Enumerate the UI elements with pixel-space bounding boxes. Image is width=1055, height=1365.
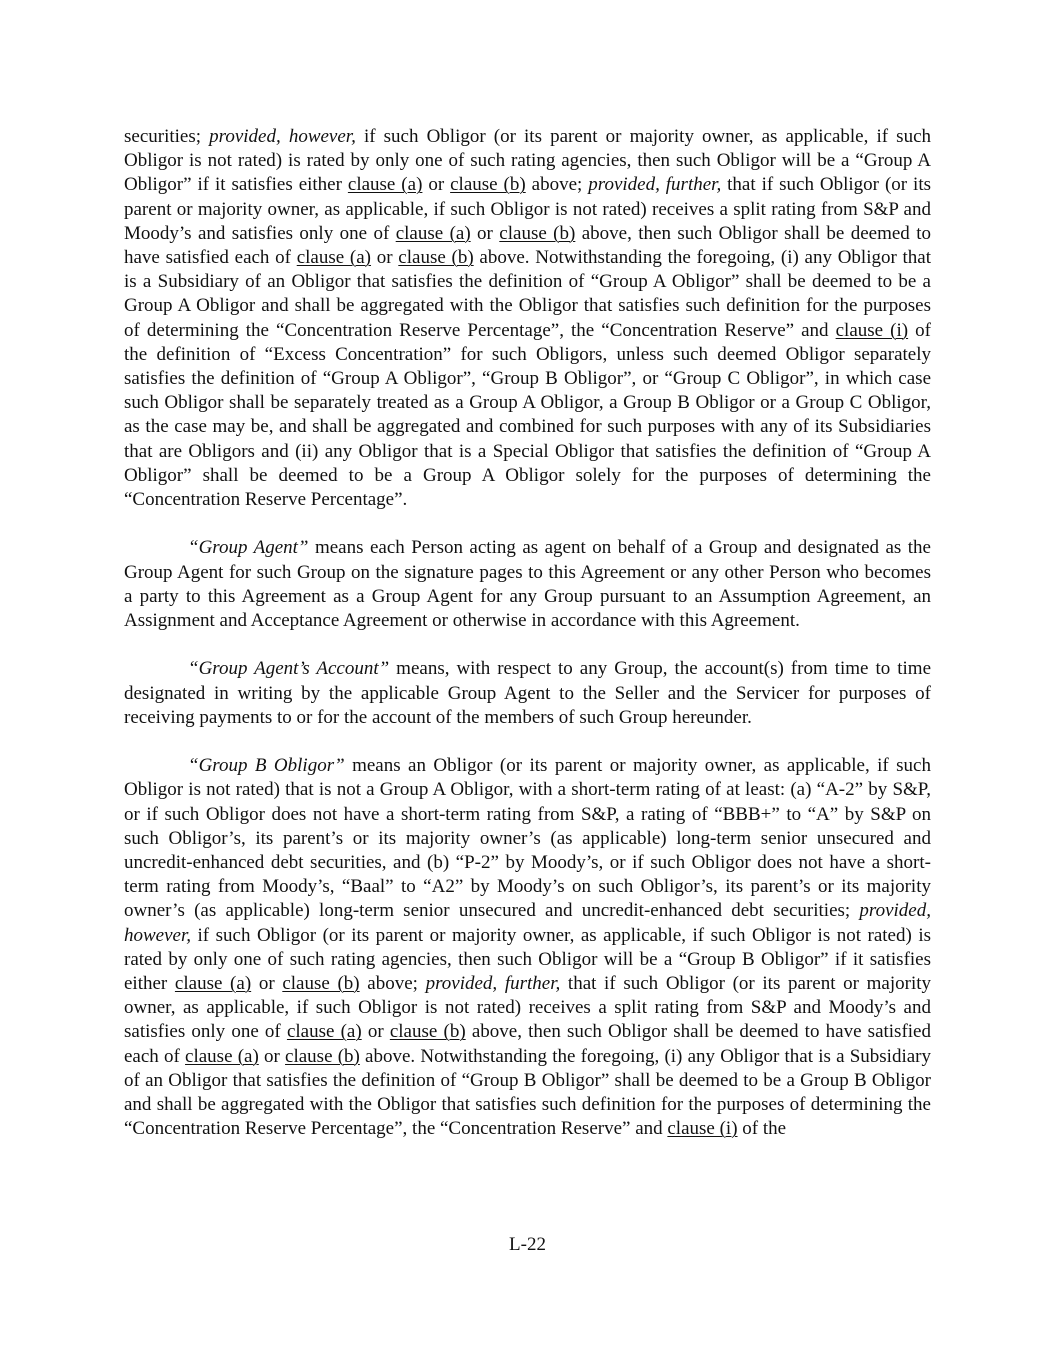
clause-reference: clause (b) [499, 222, 576, 244]
text-run: securities; [124, 126, 210, 147]
text-run: means each Person acting as agent on behalf of a Group and designated as the Group Agent for such Group on the signature pages to this Agreement or any other Person who becomes a party to this Agreement as a Group Agent for any Group pursuant to an Assumption Agreement, an Assignment and Acceptance Agreement or otherwise in accordance with this Agreement. [124, 537, 931, 632]
clause-reference: clause (b) [389, 1021, 466, 1043]
clause-reference: clause (b) [398, 247, 474, 269]
document-body [124, 125, 931, 1166]
italic-text: “Group B Obligor” [188, 755, 345, 777]
clause-reference: clause (i) [667, 1118, 738, 1140]
clause-reference: clause (b) [450, 174, 526, 196]
text-run: above, then such Obligor shall be deemed to have satisfied each of [124, 222, 931, 269]
text-run: if such Obligor (or its parent or majority owner, as applicable, if such Obligor is not rated) is rated by only one of such rating agencies, then such Obligor will be a “Group B Obligor” if it satisfies either [124, 924, 931, 995]
italic-text: provided, further, [588, 174, 722, 196]
paragraph-group-a-obligor-continued [124, 125, 931, 512]
text-run: that if such Obligor (or its parent or majority owner, as applicable, if such Obligor is not rated) receives a split rating from S&P and Moody’s and satisfies only one of [124, 973, 931, 1043]
clause-reference: clause (b) [285, 1045, 360, 1067]
text-run: or [361, 1021, 390, 1043]
text-run: or [371, 247, 399, 269]
paragraph-group-agent [124, 536, 931, 633]
text-run: that if such Obligor (or its parent or majority owner, as applicable, if such Obligor is not rated) receives a split rating from S&P and Moody’s and satisfies only one of [124, 174, 932, 244]
clause-reference: clause (a) [395, 222, 471, 244]
italic-text: provided, however, [209, 126, 356, 147]
text-run: or [470, 222, 500, 244]
italic-text: “Group Agent’s Account” [188, 658, 390, 680]
text-run: of the [737, 1118, 787, 1140]
paragraph-group-agents-account [124, 657, 931, 730]
text-run: above. Notwithstanding the foregoing, (i) any Obligor that is a Subsidiary of an Obligor that satisfies the definition of “Group A Obligor” shall be deemed to be a Group A Obligor and shall be aggregated with the Obligor that satisfies such definition for the purposes of determining the “Concentration Reserve Percentage”, the “Concentration Reserve” and [124, 247, 932, 341]
clause-reference: clause (a) [286, 1021, 362, 1043]
clause-reference: clause (b) [282, 973, 360, 995]
text-run: above; [525, 174, 589, 196]
italic-text: provided, however, [124, 900, 931, 946]
clause-reference: clause (a) [296, 247, 372, 269]
clause-reference: clause (a) [174, 973, 252, 995]
text-run: above. Notwithstanding the foregoing, (i) any Obligor that is a Subsidiary of an Obligor that satisfies the definition of “Group B Obligor” shall be deemed to be a Group B Obligor and shall be aggregated with the Obligor that satisfies such definition for the purposes of determining the “Concentration Reserve Percentage”, the “Concentration Reserve” and [124, 1045, 931, 1140]
text-run: above, then such Obligor shall be deemed to have satisfied each of [124, 1021, 931, 1067]
text-run: of the definition of “Excess Concentration” for such Obligors, unless such deemed Obligor separately satisfies the definition of “Group A Obligor”, “Group B Obligor”, or “Group C Obligor”, in which case such Obligor shall be separately treated as a Group A Obligor, a Group B Obligor or a Group C Obligor, as the case may be, and shall be aggregated and combined for such purposes with any of its Subsidiaries that are Obligors and (ii) any Obligor that is a Special Obligor that satisfies the definition of “Group A Obligor” shall be deemed to be a Group A Obligor solely for the purposes of determining the “Concentration Reserve Percentage”. [124, 319, 932, 511]
paragraph-group-b-obligor [124, 754, 931, 1141]
italic-text: provided, further, [425, 973, 561, 995]
italic-text: “Group Agent” [188, 537, 309, 559]
clause-reference: clause (a) [347, 174, 423, 196]
text-run: if such Obligor (or its parent or majority owner, as applicable, if such Obligor is not rated) is rated by only one of such rating agencies, then such Obligor will be a “Group A Obligor” if it satisfies either [124, 126, 931, 196]
text-run: means an Obligor (or its parent or majority owner, as applicable, if such Obligor is not rated) that is not a Group A Obligor, with a short-term rating of at least: (a) “A-2” by S&P, or if such Obligor does not have a short-term rating from S&P, a rating of “BBB+” to “A” by S&P on such Obligor’s, its parent’s or its majority owner’s (as applicable) long-term senior unsecured and uncredit-enhanced debt securities, and (b) “P-2” by Moody’s, or if such Obligor does not have a short-term rating from Moody’s, “Baal” to “A2” by Moody’s on such Obligor’s, its parent’s or its majority owner’s (as applicable) long-term senior unsecured and uncredit-enhanced debt securities; [124, 755, 931, 922]
text-run: or [422, 174, 451, 196]
text-run: or [258, 1045, 286, 1067]
clause-reference: clause (i) [835, 319, 909, 341]
page-number: L-22 [509, 1234, 546, 1255]
text-run: above; [359, 973, 426, 995]
clause-reference: clause (a) [185, 1045, 259, 1067]
text-run: means, with respect to any Group, the account(s) from time to time designated in writing by the applicable Group Agent to the Seller and the Servicer for purposes of receiving payments to or for the account of the members of such Group hereunder. [124, 658, 932, 728]
text-run: or [251, 973, 283, 995]
